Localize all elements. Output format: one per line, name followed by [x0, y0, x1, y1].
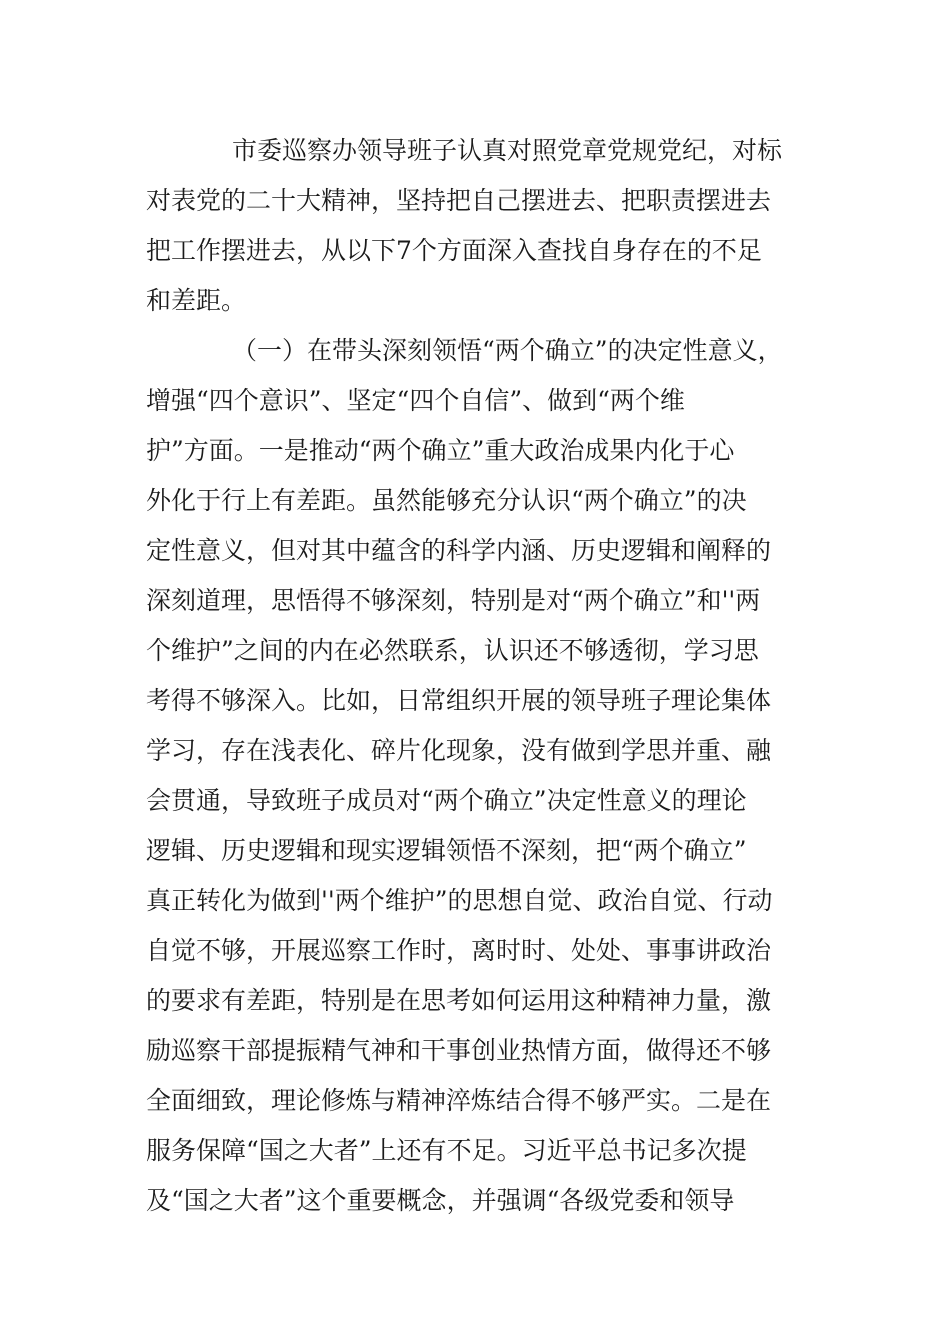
paragraph-2-line-18: 及“国之大者”这个重要概念，并强调“各级党委和领导: [146, 1186, 735, 1215]
paragraph-2-line-5: 定性意义，但对其中蕴含的科学内涵、历史逻辑和阐释的: [146, 536, 772, 565]
paragraph-2-line-13: 自觉不够，开展巡察工作时，离时时、处处、事事讲政治: [146, 936, 772, 965]
paragraph-2-line-9: 学习，存在浅表化、碎片化现象，没有做到学思并重、融: [146, 736, 772, 765]
paragraph-2-line-1: （一）在带头深刻领悟“两个确立”的决定性意义，: [232, 336, 783, 365]
paragraph-2-line-7: 个维护”之间的内在必然联系，认识还不够透彻，学习思: [146, 636, 759, 665]
paragraph-2-line-14: 的要求有差距，特别是在思考如何运用这种精神力量，激: [146, 986, 772, 1015]
paragraph-2-line-2: 增强“四个意识”、坚定“四个自信”、做到“两个维: [146, 386, 685, 415]
paragraph-2-line-4: 外化于行上有差距。虽然能够充分认识“两个确立”的决: [146, 486, 747, 515]
paragraph-1-line-2: 对表党的二十大精神，坚持把自己摆进去、把职责摆进去: [146, 186, 772, 215]
paragraph-2-line-6: 深刻道理，思悟得不够深刻，特别是对“两个确立”和''两: [146, 586, 761, 615]
paragraph-2-line-16: 全面细致，理论修炼与精神淬炼结合得不够严实。二是在: [146, 1086, 772, 1115]
paragraph-2-line-8: 考得不够深入。比如，日常组织开展的领导班子理论集体: [146, 686, 772, 715]
paragraph-2-line-10: 会贯通，导致班子成员对“两个确立”决定性意义的理论: [146, 786, 747, 815]
paragraph-2-line-3: 护”方面。一是推动“两个确立”重大政治成果内化于心: [146, 436, 735, 465]
paragraph-1-line-4: 和差距。: [146, 286, 247, 315]
paragraph-1-line-3: 把工作摆进去，从以下7个方面深入查找自身存在的不足: [146, 236, 762, 265]
paragraph-2-line-17: 服务保障“国之大者”上还有不足。习近平总书记多次提: [146, 1136, 747, 1165]
paragraph-2-line-11: 逻辑、历史逻辑和现实逻辑领悟不深刻，把“两个确立”: [146, 836, 747, 865]
paragraph-2-line-12: 真正转化为做到''两个维护”的思想自觉、政治自觉、行动: [146, 886, 773, 915]
paragraph-2-line-15: 励巡察干部提振精气神和干事创业热情方面，做得还不够: [146, 1036, 772, 1065]
paragraph-1-line-1: 市委巡察办领导班子认真对照党章党规党纪，对标: [232, 136, 783, 165]
